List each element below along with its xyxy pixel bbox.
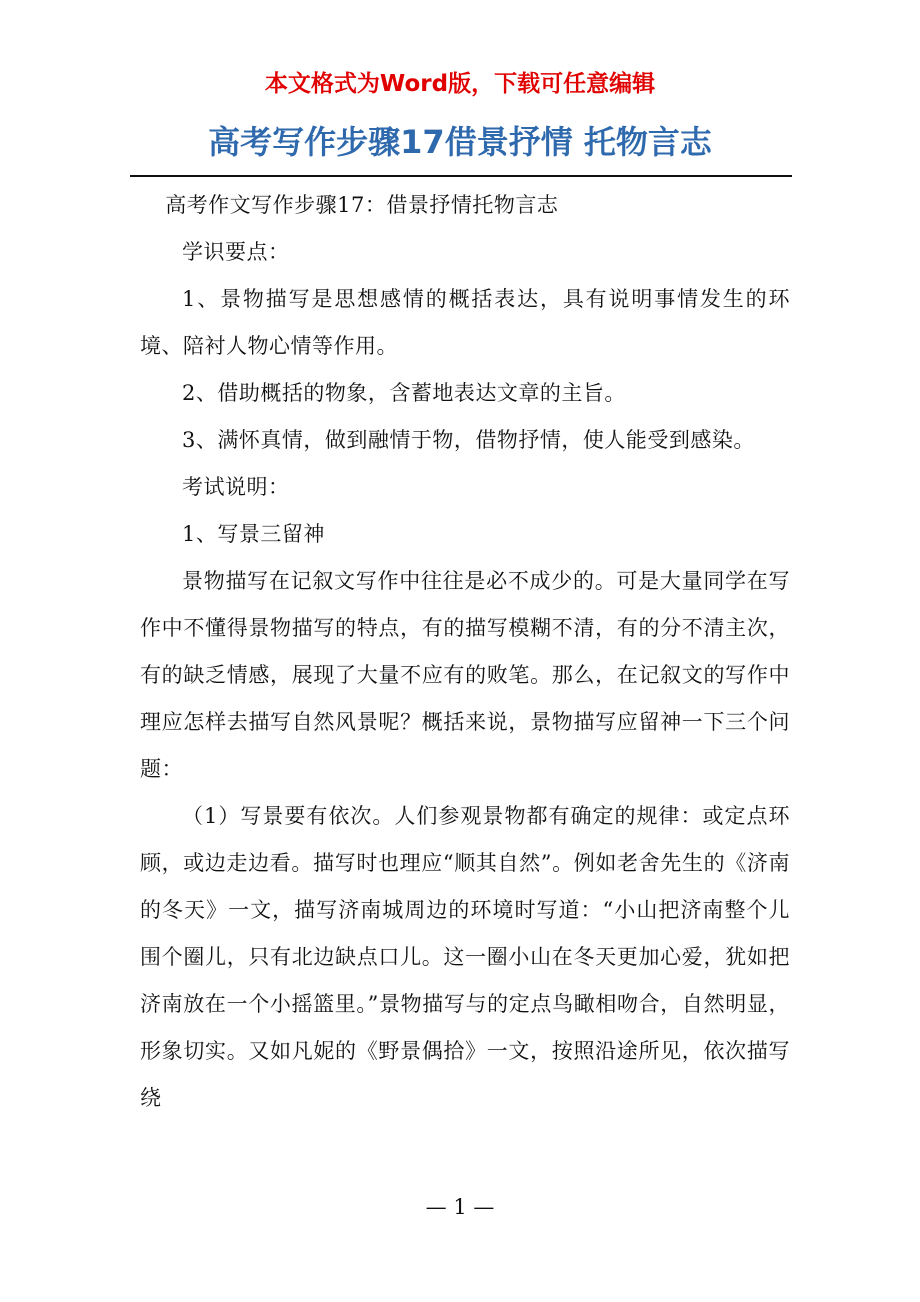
- body-paragraph: 考试说明：: [182, 475, 290, 499]
- body-paragraph: （1）写景要有依次。人们参观景物都有确定的规律：或定点环顾，或边走边看。描写时也理应“顺其自然”。例如老舍先生的《济南的冬天》一文，描写济南城周边的环境时写道：“小山把济南整个儿围个圈儿，只有北边缺点口儿。这一圈小山在冬天更加心爱，犹如把济南放在一个小摇篮里。”景物描写与的定点鸟瞰相吻合，自然明显，形象切实。又如凡妮的《野景偶拾》一文，按照沿途所见，依次描写绕: [140, 804, 790, 1110]
- body-paragraph: 1、写景三留神: [182, 522, 325, 546]
- document-body: [140, 182, 790, 1122]
- body-paragraph: 学识要点：: [182, 240, 290, 264]
- document-title: 高考写作步骤17借景抒情 托物言志: [208, 123, 712, 161]
- body-paragraph: 景物描写在记叙文写作中往往是必不成少的。可是大量同学在写作中不懂得景物描写的特点，有的描写模糊不清，有的分不清主次，有的缺乏情感，展现了大量不应有的败笔。那么，在记叙文的写作中理应怎样去描写自然风景呢？概括来说，景物描写应留神一下三个问题：: [140, 569, 790, 781]
- format-notice-banner: 本文格式为Word版，下载可任意编辑: [264, 71, 656, 97]
- page-number: — 1 —: [425, 1195, 495, 1219]
- body-paragraph: 1、景物描写是思想感情的概括表达，具有说明事情发生的环境、陪衬人物心情等作用。: [140, 287, 790, 358]
- body-paragraph: 3、满怀真情，做到融情于物，借物抒情，使人能受到感染。: [182, 428, 755, 452]
- body-paragraph: 高考作文写作步骤17：借景抒情托物言志: [165, 193, 559, 217]
- title-divider: [130, 175, 792, 177]
- body-paragraph: 2、借助概括的物象，含蓄地表达文章的主旨。: [182, 381, 626, 405]
